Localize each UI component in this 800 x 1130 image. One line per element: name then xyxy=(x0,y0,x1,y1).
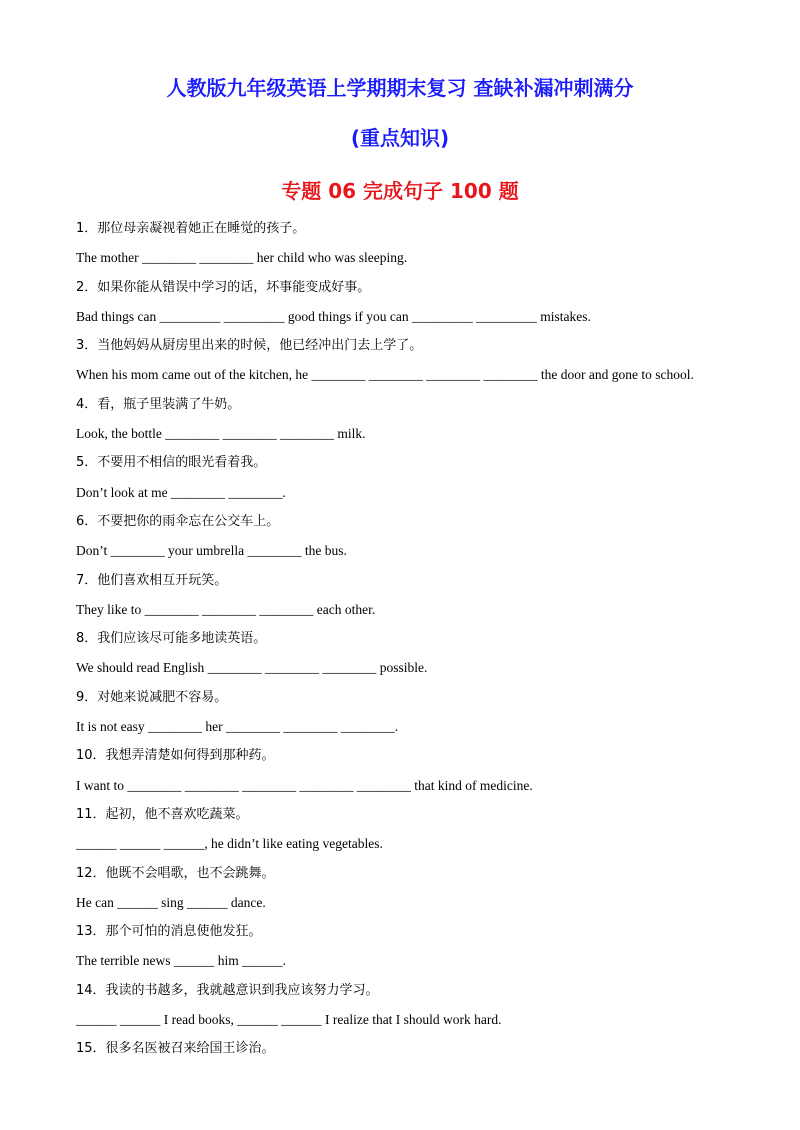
question-en: He can ______ sing ______ dance. xyxy=(76,894,266,910)
question-en: We should read English ________ ________ ________ possible. xyxy=(76,660,428,676)
question-cn: 6．不要把你的雨伞忘在公交车上。 xyxy=(76,513,280,529)
question-en: The terrible news ______ him ______. xyxy=(76,953,286,969)
question-en: ______ ______ I read books, ______ ______ I realize that I should work hard. xyxy=(76,1012,502,1028)
question-en: When his mom came out of the kitchen, he ________ ________ ________ ________ the door and gone to school. xyxy=(76,367,694,383)
question-cn: 5．不要用不相信的眼光看着我。 xyxy=(76,455,267,471)
topic-heading: 专题 06 完成句子 100 题 xyxy=(281,179,519,203)
question-cn: 9．对她来说减肥不容易。 xyxy=(76,689,228,705)
question-en: ______ ______ ______, he didn’t like eating vegetables. xyxy=(76,836,383,852)
question-cn: 1．那位母亲凝视着她正在睡觉的孩子。 xyxy=(76,221,306,236)
question-cn: 10．我想弄清楚如何得到那种药。 xyxy=(76,748,275,764)
question-cn: 15．很多名医被召来给国王诊治。 xyxy=(76,1041,275,1057)
question-cn: 7．他们喜欢相互开玩笑。 xyxy=(76,572,228,588)
question-cn: 13．那个可怕的消息使他发狂。 xyxy=(76,924,262,940)
question-en: It is not easy ________ her ________ ________ ________. xyxy=(76,719,399,735)
question-en: Bad things can _________ _________ good things if you can _________ _________ mistakes. xyxy=(76,308,591,324)
question-cn: 14．我读的书越多，我就越意识到我应该努力学习。 xyxy=(76,982,379,998)
question-en: They like to ________ ________ ________ each other. xyxy=(76,601,376,617)
question-cn: 11．起初，他不喜欢吃蔬菜。 xyxy=(76,806,249,822)
question-en: Look, the bottle ________ ________ ________ milk. xyxy=(76,426,366,442)
question-en: The mother ________ ________ her child who was sleeping. xyxy=(76,250,408,266)
exercise-list xyxy=(76,219,756,1069)
question-en: I want to ________ ________ ________ ________ ________ that kind of medicine. xyxy=(76,777,533,793)
question-cn: 4．看，瓶子里装满了牛奶。 xyxy=(76,396,241,412)
question-en: Don’t ________ your umbrella ________ the bus. xyxy=(76,543,347,559)
question-cn: 2．如果你能从错误中学习的话，坏事能变成好事。 xyxy=(76,279,371,295)
document-subtitle: (重点知识) xyxy=(350,126,450,150)
document-title: 人教版九年级英语上学期期末复习 查缺补漏冲刺满分 xyxy=(166,76,634,100)
question-cn: 8．我们应该尽可能多地读英语。 xyxy=(76,631,267,647)
question-cn: 3．当他妈妈从厨房里出来的时候，他已经冲出门去上学了。 xyxy=(76,338,423,354)
question-en: Don’t look at me ________ ________. xyxy=(76,484,286,500)
question-cn: 12．他既不会唱歌，也不会跳舞。 xyxy=(76,865,275,881)
